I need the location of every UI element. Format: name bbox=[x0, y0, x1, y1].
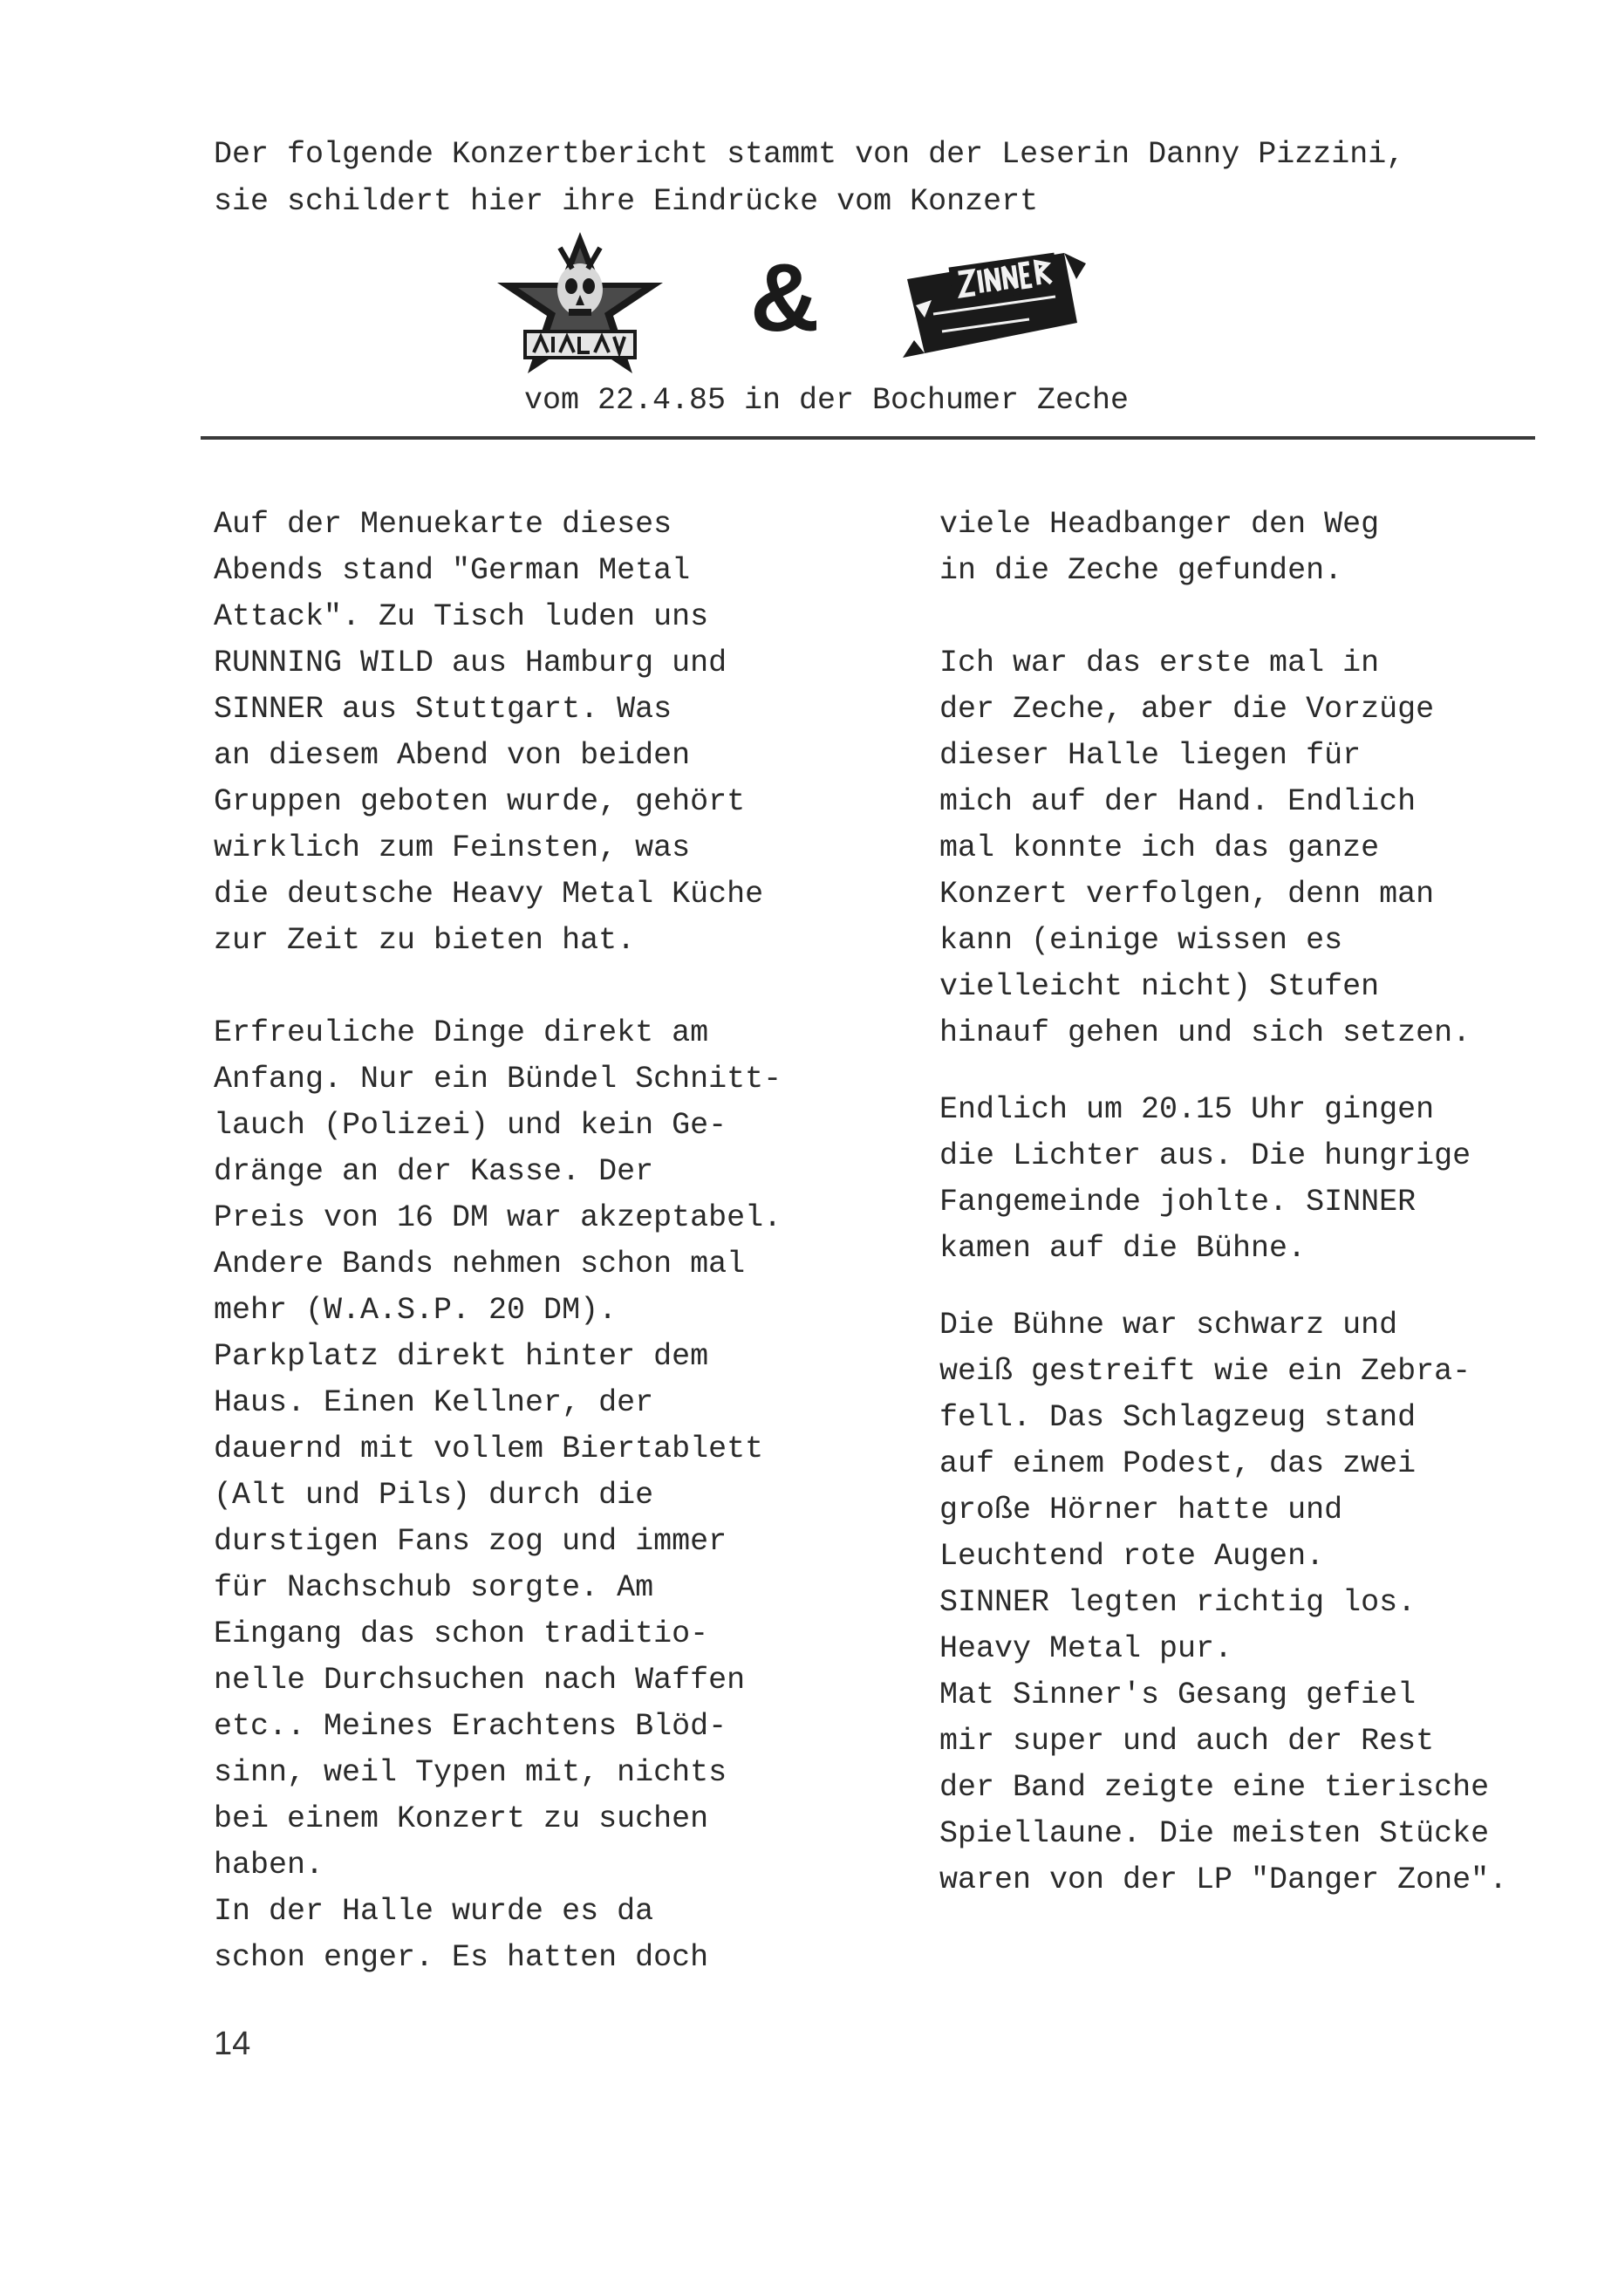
ampersand: & bbox=[750, 244, 820, 352]
page-number: 14 bbox=[214, 2026, 251, 2062]
right-paragraph-4: Die Bühne war schwarz und weiß gestreift wie ein Zebra- fell. Das Schlagzeug stand auf einem Podest, das zwei große Hörner hatte und Leuchtend rote Augen. SINNER legten richtig los. Heavy Metal pur. Mat Sinner's Gesang gefiel mir super und auch der Rest der Band zeigte eine tierische Spiellaune. Die meisten Stücke waren von der LP "Danger Zone". bbox=[939, 1308, 1508, 1897]
band-logos bbox=[488, 229, 1099, 377]
right-paragraph-3: Endlich um 20.15 Uhr gingen die Lichter aus. Die hungrige Fangemeinde johlte. SINNER kamen auf die Bühne. bbox=[939, 1092, 1471, 1266]
intro-text: Der folgende Konzertbericht stammt von der Leserin Danny Pizzini, sie schildert hier ihre Eindrücke vom Konzert bbox=[214, 137, 1405, 219]
left-paragraph-2: Erfreuliche Dinge direkt am Anfang. Nur ein Bündel Schnitt- lauch (Polizei) und kein Ge- dränge an der Kasse. Der Preis von 16 DM war akzeptabel. Andere Bands nehmen schon mal mehr (W.A.S.P. 20 DM). Parkplatz direkt hinter dem Haus. Einen Kellner, der dauernd mit vollem Biertablett (Alt und Pils) durch die durstigen Fans zog und immer für Nachschub sorgte. Am Eingang das schon traditio- nelle Durchsuchen nach Waffen etc.. Meines Erachtens Blöd- sinn, weil Typen mit, nichts bei einem Konzert zu suchen haben. In der Halle wurde es da schon enger. Es hatten doch bbox=[214, 1015, 782, 1975]
left-paragraph-1: Auf der Menuekarte dieses Abends stand "German Metal Attack". Zu Tisch luden uns RUNNING WILD aus Hamburg und SINNER aus Stuttgart. Was an diesem Abend von beiden Gruppen geboten wurde, gehört wirklich zum Feinsten, was die deutsche Heavy Metal Küche zur Zeit zu bieten hat. bbox=[214, 507, 764, 958]
sinner-logo bbox=[890, 244, 1090, 366]
concert-dateline: vom 22.4.85 in der Bochumer Zeche bbox=[523, 383, 1130, 418]
right-paragraph-2: Ich war das erste mal in der Zeche, aber die Vorzüge dieser Halle liegen für mich auf der Hand. Endlich mal konnte ich das ganze Konzert verfolgen, denn man kann (einige wissen es vielleicht nicht) Stufen hinauf gehen und sich setzen. bbox=[939, 646, 1471, 1050]
paragraph-spacer bbox=[939, 594, 1567, 640]
header-divider bbox=[201, 436, 1535, 440]
right-column bbox=[939, 502, 1567, 1903]
running-wild-logo bbox=[488, 229, 672, 377]
paragraph-spacer bbox=[939, 1272, 1567, 1302]
paragraph-spacer bbox=[214, 964, 859, 1010]
left-column bbox=[214, 502, 859, 1981]
paragraph-spacer bbox=[939, 1056, 1567, 1087]
right-paragraph-1: viele Headbanger den Weg in die Zeche gefunden. bbox=[939, 507, 1380, 588]
